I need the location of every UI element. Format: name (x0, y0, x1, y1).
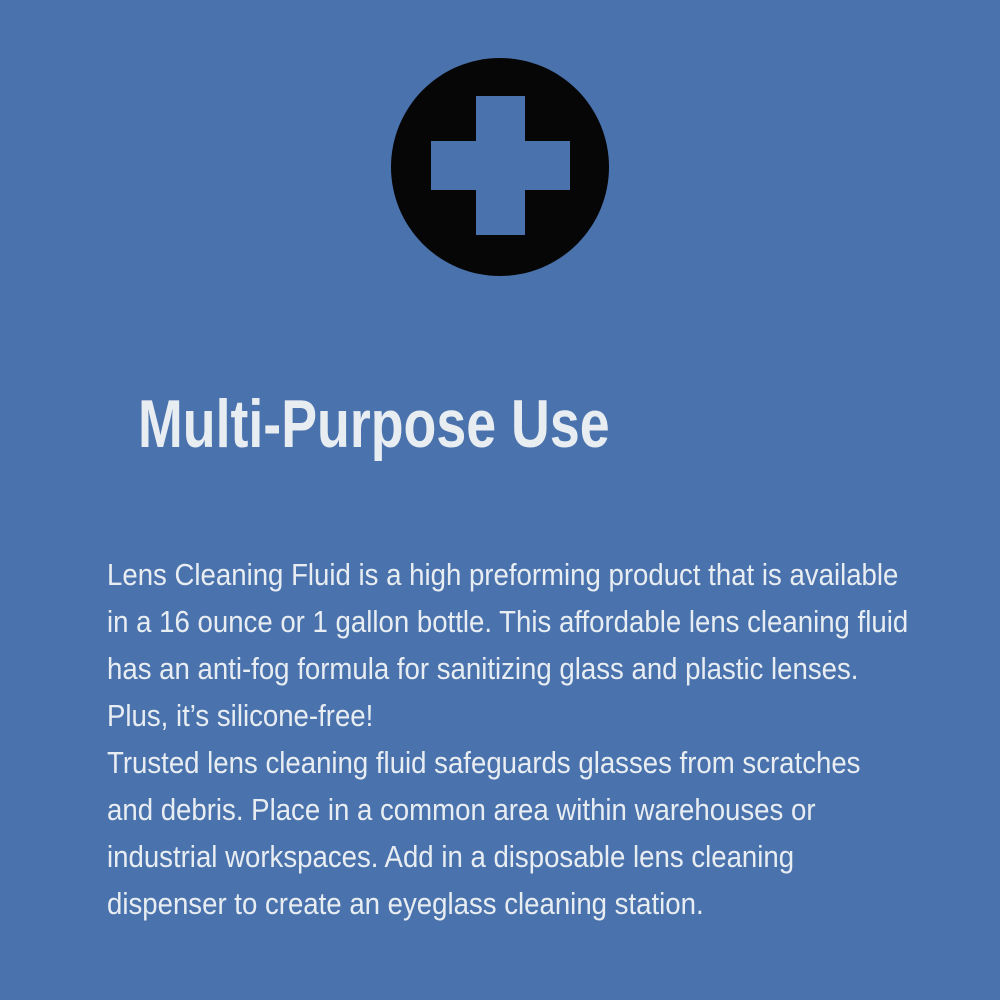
page-title: Multi-Purpose Use (138, 386, 610, 462)
description-line: Trusted lens cleaning fluid safeguards glasses from scratches (107, 745, 861, 780)
description-line: and debris. Place in a common area within warehouses or (107, 792, 816, 827)
first-aid-cross-icon (391, 58, 609, 276)
cross-horizontal-arm (431, 141, 570, 190)
description-line: in a 16 ounce or 1 gallon bottle. This affordable lens cleaning fluid (107, 604, 909, 639)
description-line: has an anti-fog formula for sanitizing glass and plastic lenses. (107, 651, 859, 686)
description-text (107, 551, 908, 927)
description-line: industrial workspaces. Add in a disposable lens cleaning (107, 839, 795, 874)
description-line: Lens Cleaning Fluid is a high preforming product that is available (107, 557, 899, 592)
description-line: dispenser to create an eyeglass cleaning station. (107, 886, 704, 921)
description-line: Plus, it’s silicone-free! (107, 698, 374, 733)
